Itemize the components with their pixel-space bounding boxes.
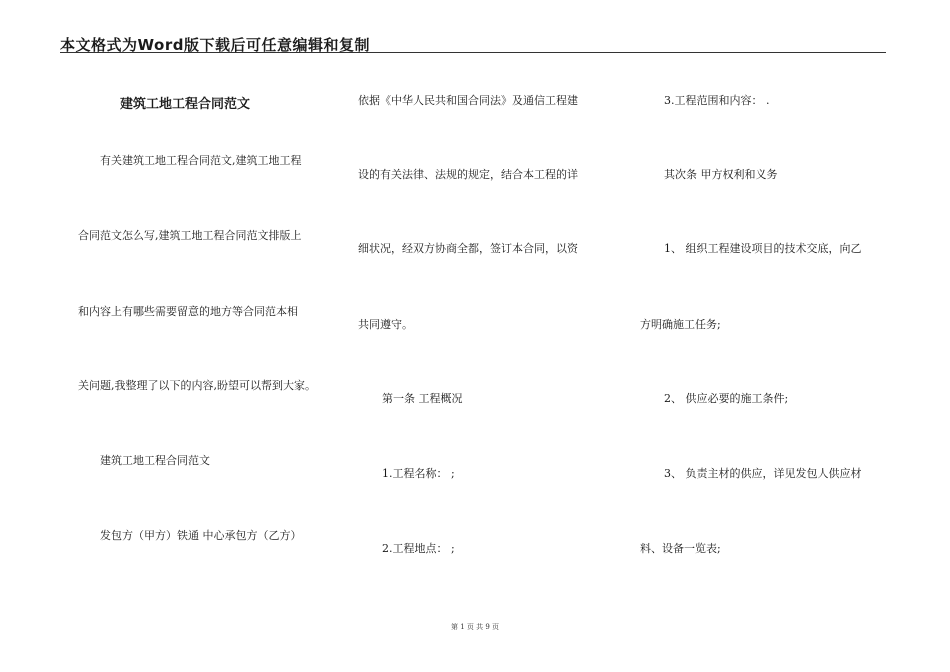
col2-line-2: 设的有关法律、法规的规定，结合本工程的详 xyxy=(358,168,578,181)
header-divider xyxy=(60,52,886,53)
col2-heading-1: 第一条 工程概况 xyxy=(382,392,463,405)
col3-line-1: 3.工程范围和内容： . xyxy=(664,94,770,107)
col2-line-1: 依据《中华人民共和国合同法》及通信工程建 xyxy=(358,94,578,107)
col3-line-6: 3、 负责主材的供应，详见发包人供应材 xyxy=(664,467,862,480)
page-number: 第 1 页 共 9 页 xyxy=(450,623,500,631)
col2-line-6: 1.工程名称： ; xyxy=(382,467,455,480)
col3-line-5: 2、 供应必要的施工条件; xyxy=(664,392,789,405)
col2-line-7: 2.工程地点： ; xyxy=(382,542,455,555)
col1-line-3: 和内容上有哪些需要留意的地方等合同范本相 xyxy=(78,305,298,318)
download-notice-header: 本文格式为Word版下载后可任意编辑和复制 xyxy=(60,36,370,54)
col3-heading-2: 其次条 甲方权利和义务 xyxy=(664,168,778,181)
col3-line-4: 方明确施工任务; xyxy=(640,318,721,331)
col1-line-2: 合同范文怎么写,建筑工地工程合同范文排版上 xyxy=(78,229,302,242)
col3-line-3: 1、 组织工程建设项目的技术交底，向乙 xyxy=(664,242,862,255)
col2-line-4: 共同遵守。 xyxy=(358,318,413,331)
col3-line-7: 料、设备一览表; xyxy=(640,542,721,555)
col1-line-5: 建筑工地工程合同范文 xyxy=(100,454,210,467)
document-title: 建筑工地工程合同范文 xyxy=(120,97,251,112)
col1-line-4: 关问题,我整理了以下的内容,盼望可以帮到大家。 xyxy=(78,379,316,392)
col2-line-3: 细状况，经双方协商全都，签订本合同，以资 xyxy=(358,242,578,255)
col1-line-1: 有关建筑工地工程合同范文,建筑工地工程 xyxy=(100,154,302,167)
col1-line-6: 发包方（甲方）铁通 中心承包方（乙方） xyxy=(100,529,302,542)
